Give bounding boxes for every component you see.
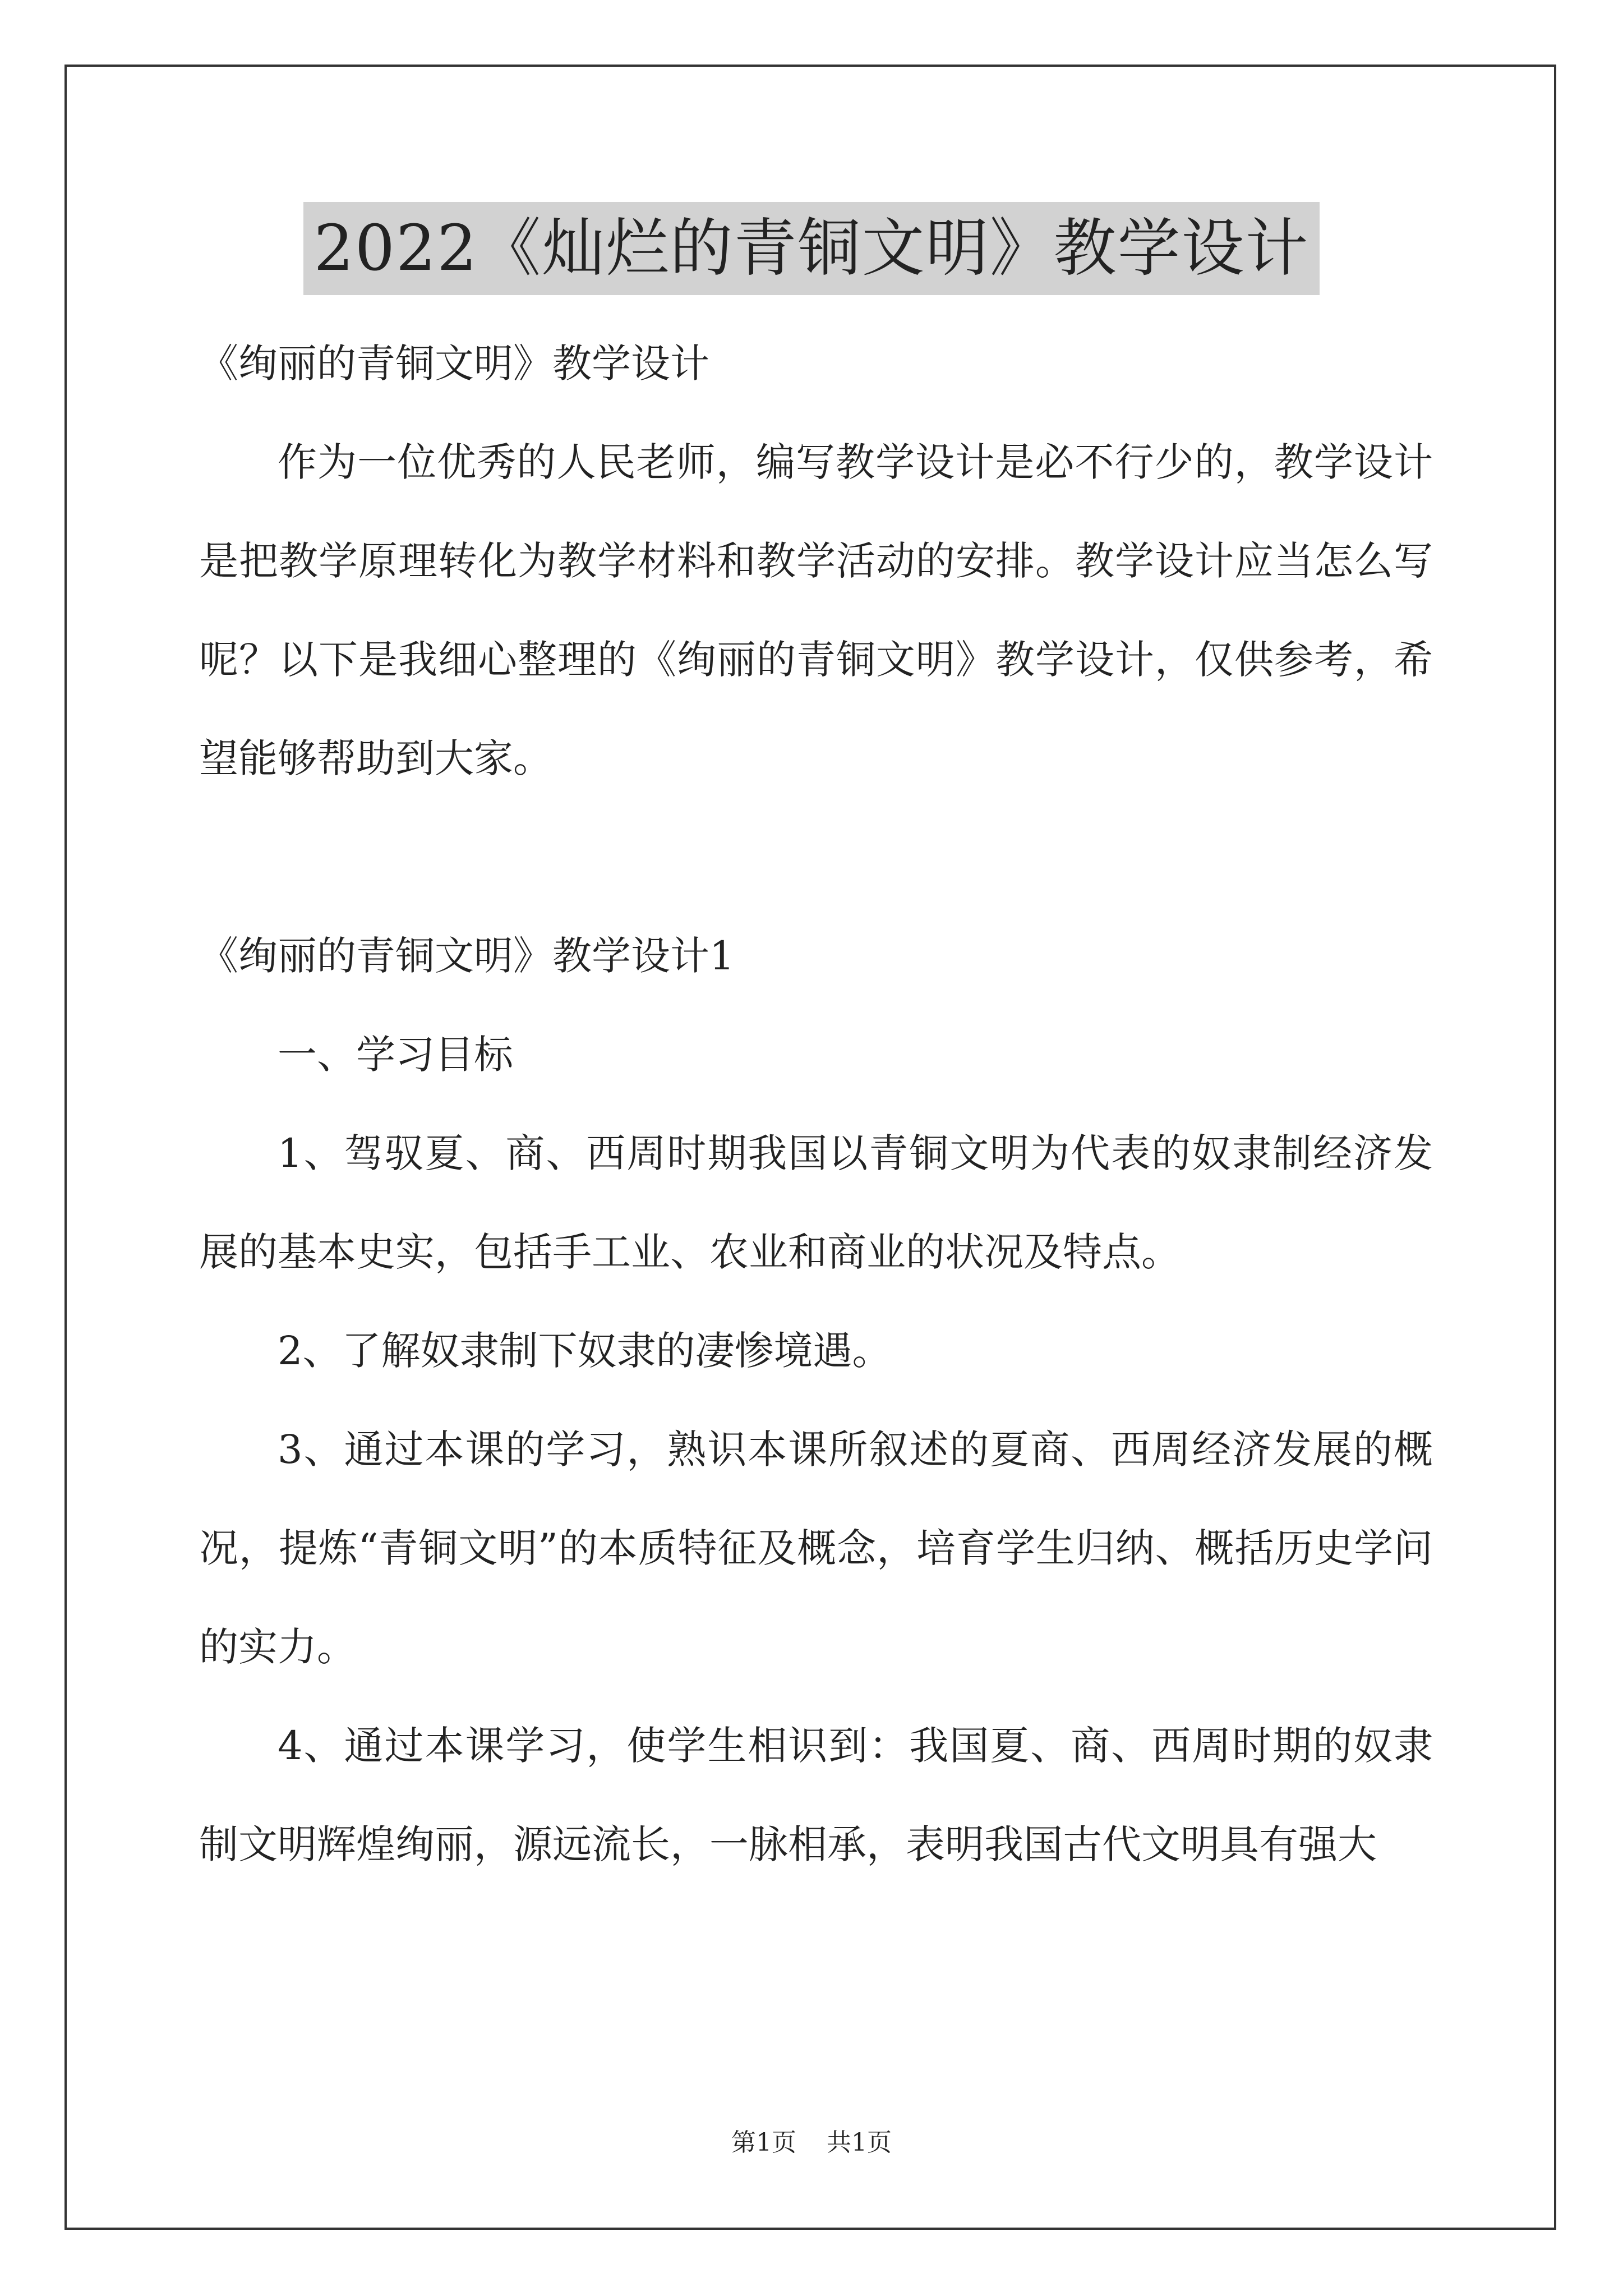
goal-item-2: 2、了解奴隶制下奴隶的凄惨境遇。 xyxy=(278,1328,892,1374)
page-total: 共1页 xyxy=(827,2128,892,2157)
goal-item-4: 4、通过本课学习，使学生相识到：我国夏、商、西周时期的奴隶制文明辉煌绚丽，源远流长，一脉相承，表明我国古代文明具有强大 xyxy=(199,1723,1433,1867)
subtitle-paragraph: 《绚丽的青铜文明》教学设计 xyxy=(199,341,709,386)
document-body xyxy=(199,314,1433,1894)
goal-item-1: 1、驾驭夏、商、西周时期我国以青铜文明为代表的奴隶制经济发展的基本史实，包括手工业、农业和商业的状况及特点。 xyxy=(199,1130,1433,1275)
document-title: 2022《灿烂的青铜文明》教学设计 xyxy=(303,202,1319,295)
page-number: 第1页 xyxy=(731,2128,796,2157)
learning-goals-heading: 一、学习目标 xyxy=(278,1032,513,1078)
paragraph-spacer xyxy=(199,808,1433,907)
section-heading: 《绚丽的青铜文明》教学设计1 xyxy=(199,933,735,979)
title-container xyxy=(0,202,1623,295)
intro-paragraph: 作为一位优秀的人民老师，编写教学设计是必不行少的，教学设计是把教学原理转化为教学材料和教学活动的安排。教学设计应当怎么写呢？以下是我细心整理的《绚丽的青铜文明》教学设计，仅供参考，希望能够帮助到大家。 xyxy=(199,439,1433,781)
goal-item-3: 3、通过本课的学习，熟识本课所叙述的夏商、西周经济发展的概况，提炼“青铜文明”的本质特征及概念，培育学生归纳、概括历史学问的实力。 xyxy=(199,1427,1433,1670)
page-footer xyxy=(0,2126,1623,2160)
